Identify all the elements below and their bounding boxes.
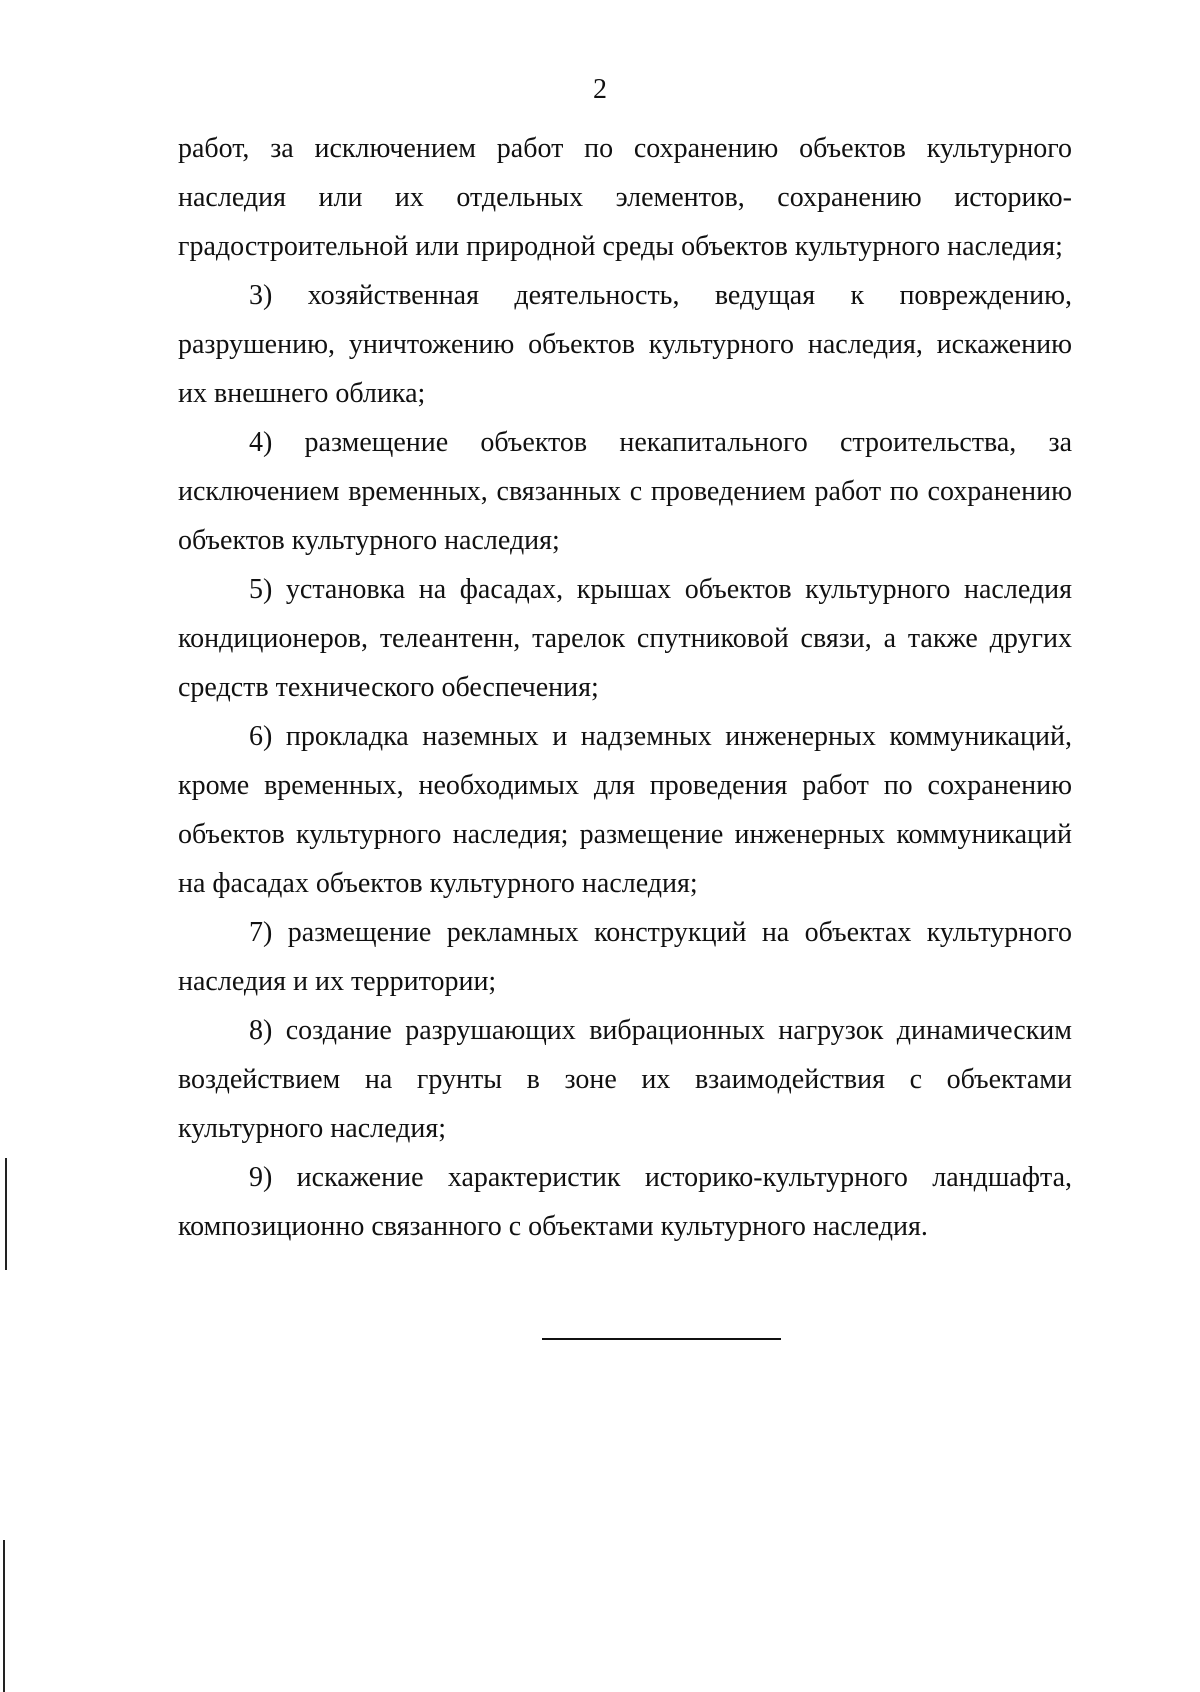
list-item-3: 3) хозяйственная деятельность, ведущая к повреждению, разрушению, уничтожению объектов культурного наследия, искажению их внешнего облика; <box>178 280 1072 409</box>
list-item-4: 4) размещение объектов некапитального строительства, за исключением временных, связанных с проведением работ по сохранению объектов культурного наследия; <box>178 427 1072 556</box>
list-item-8: 8) создание разрушающих вибрационных нагрузок динамическим воздействием на грунты в зоне их взаимодействия с объектами культурного наследия; <box>178 1015 1072 1144</box>
end-of-text-rule <box>542 1338 781 1340</box>
paragraph-continuation: работ, за исключением работ по сохранению объектов культурного наследия или их отдельных элементов, сохранению историко-градостроительной или природной среды объектов культурного наследия; <box>178 133 1072 262</box>
list-item-7: 7) размещение рекламных конструкций на объектах культурного наследия и их территории; <box>178 917 1072 997</box>
scan-edge-mark <box>3 1540 5 1692</box>
scan-edge-mark <box>5 1158 7 1270</box>
list-item-6: 6) прокладка наземных и надземных инженерных коммуникаций, кроме временных, необходимых для проведения работ по сохранению объектов культурного наследия; размещение инженерных коммуникаций на фасадах объектов культурного наследия; <box>178 721 1072 899</box>
document-body <box>178 124 1072 1251</box>
page-number: 2 <box>593 74 607 105</box>
list-item-9: 9) искажение характеристик историко-культурного ландшафта, композиционно связанного с объектами культурного наследия. <box>178 1162 1072 1242</box>
list-item-5: 5) установка на фасадах, крышах объектов культурного наследия кондиционеров, телеантенн, тарелок спутниковой связи, а также других средств технического обеспечения; <box>178 574 1072 703</box>
